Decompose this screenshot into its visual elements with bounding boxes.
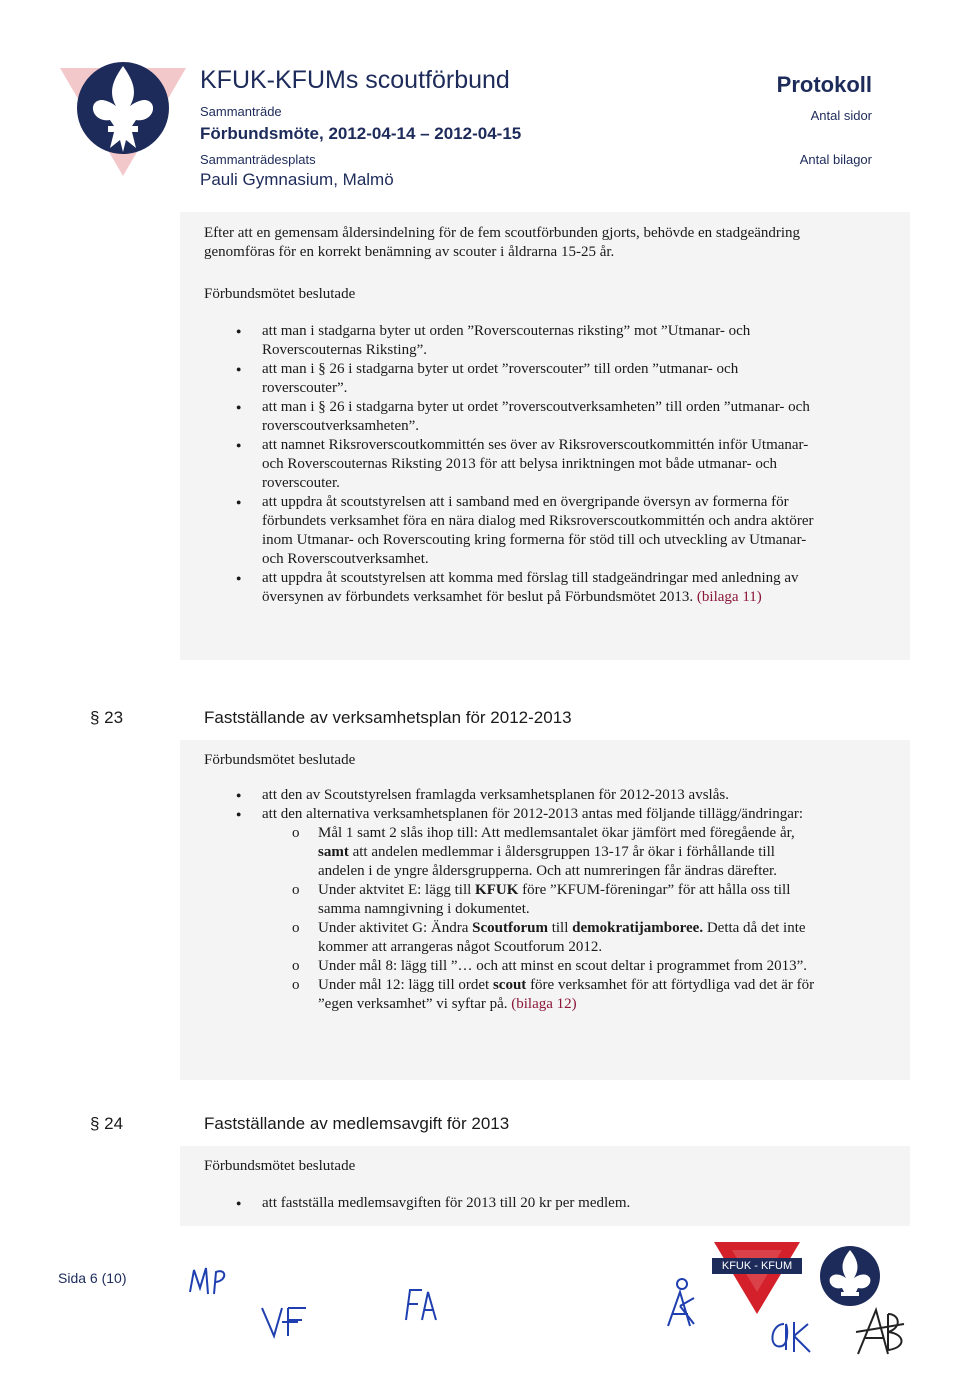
list-item: ● att namnet Riksroverscoutkommittén ses över av Riksroverscoutkommittén inför Utmanar- och Roverscouternas Riksting 2013 för att belysa inriktningen mot både utmanar- och roverscouter.	[236, 436, 816, 493]
sub-list-item	[262, 881, 816, 919]
section-23-decided: Förbundsmötet beslutade	[204, 752, 356, 768]
list-item: ● att man i § 26 i stadgarna byter ut ordet ”roverscoutverksamheten” till orden ”utmanar- och roverscoutverksamheten”.	[236, 398, 816, 436]
page-number: Sida 6 (10)	[58, 1270, 127, 1286]
signature-ak-lower	[764, 1316, 814, 1356]
list-item: ● att man i § 26 i stadgarna byter ut ordet ”roverscouter” till orden ”utmanar- och roverscouter”.	[236, 360, 816, 398]
sub-list	[262, 824, 816, 1014]
scout-logo	[58, 48, 188, 178]
place-value: Pauli Gymnasium, Malmö	[200, 170, 394, 189]
kfuk-kfum-logo-text: KFUK - KFUM	[712, 1258, 802, 1274]
attachments-label: Antal bilagor	[799, 152, 872, 167]
signature-ak-upper	[660, 1276, 700, 1332]
pages-label: Antal sidor	[810, 108, 872, 123]
bold-text: scout	[492, 977, 527, 993]
org-name: KFUK-KFUMs scoutförbund	[200, 66, 510, 94]
section-23-bullet-list	[236, 786, 816, 1014]
sub-list-item	[262, 976, 816, 1014]
signature-fa	[400, 1284, 440, 1324]
signature-vf	[258, 1302, 314, 1342]
text: Mål 1 samt 2 slås ihop till: Att medlemsantalet ökar jämfört med föregående år,	[318, 825, 795, 841]
text: Under mål 12: lägg till ordet	[318, 977, 490, 993]
meeting-label: Sammanträde	[200, 104, 282, 119]
list-item: ● att fastställa medlemsavgiften för 2013 till 20 kr per medlem.	[236, 1194, 816, 1213]
list-item-text: att uppdra åt scoutstyrelsen att komma med förslag till stadgeändringar med anledning av översynen av förbundets verksamhet för beslut på Förbundsmötet 2013.	[262, 570, 799, 605]
list-item: ● att den av Scoutstyrelsen framlagda verksamhetsplanen för 2012-2013 avslås.	[236, 786, 816, 805]
kfuk-kfum-logo	[712, 1240, 802, 1321]
meeting-value: Förbundsmöte, 2012-04-14 – 2012-04-15	[200, 124, 522, 143]
text: till	[551, 920, 569, 936]
bold-text: demokratijamboree.	[572, 920, 704, 936]
intro-paragraph: Efter att en gemensam åldersindelning för de fem scoutförbunden gjorts, behövde en stadgeändring genomföras för en korrekt benämning av scouter i åldrarna 15-25 år.	[204, 225, 801, 260]
list-item-text: att den alternativa verksamhetsplanen för 2012-2013 antas med följande tillägg/ändringar:	[262, 806, 804, 822]
section-24-decided: Förbundsmötet beslutade	[204, 1158, 356, 1174]
section-number-23: § 23	[90, 708, 124, 727]
section-number-24: § 24	[90, 1114, 124, 1133]
intro-bullet-list	[236, 322, 816, 607]
bold-text: KFUK	[475, 882, 519, 898]
doc-type: Protokoll	[776, 72, 872, 97]
text: Under aktvitet E: lägg till	[318, 882, 472, 898]
sub-list-item	[262, 824, 816, 881]
signature-mp	[186, 1262, 236, 1302]
section-title-23: Fastställande av verksamhetsplan för 2012-2013	[204, 708, 572, 727]
attachment-reference: (bilaga 11)	[696, 589, 762, 605]
bold-text: Scoutforum	[472, 920, 548, 936]
bold-text: samt	[318, 844, 349, 860]
text: före ”KFUM-föreningar” för att hålla oss till samma namngivning i dokumentet.	[318, 882, 791, 917]
attachment-reference: (bilaga 12)	[511, 996, 577, 1012]
list-item: ● att man i stadgarna byter ut orden ”Roverscouternas riksting” mot ”Utmanar- och Roverscouternas Riksting”.	[236, 322, 816, 360]
text: att andelen medlemmar i åldersgruppen 13-17 år ökar i förhållande till andelen i de yngre åldersgrupperna. Och att numreringen får ändras därefter.	[318, 844, 777, 879]
intro-decided: Förbundsmötet beslutade	[204, 286, 356, 302]
place-label: Sammanträdesplats	[200, 152, 316, 167]
text: Under aktivitet G: Ändra	[318, 920, 469, 936]
sub-list-item: o Under mål 8: lägg till ”… och att minst en scout deltar i programmet from 2013”.	[262, 957, 816, 976]
text: Detta då det inte kommer att arrangeras något Scoutforum 2012.	[318, 920, 806, 955]
section-24-bullet-list	[236, 1194, 816, 1213]
list-item	[236, 569, 816, 607]
list-item: ● att uppdra åt scoutstyrelsen att i samband med en övergripande översyn av formerna för förbundets verksamhet föra en nära dialog med Riksroverscoutkommittén och andra aktörer inom Utmanar- och Roverscouting kring formerna för stöd till och utveckling av Utmanar- och Roverscoutverksamhet.	[236, 493, 816, 569]
list-item	[236, 805, 816, 1014]
sub-list-item	[262, 919, 816, 957]
scout-fleur-icon	[808, 1242, 892, 1317]
text: före verksamhet för att förtydliga vad det är för ”egen verksamhet” vi syftar på.	[318, 977, 815, 1012]
section-title-24: Fastställande av medlemsavgift för 2013	[204, 1114, 510, 1133]
